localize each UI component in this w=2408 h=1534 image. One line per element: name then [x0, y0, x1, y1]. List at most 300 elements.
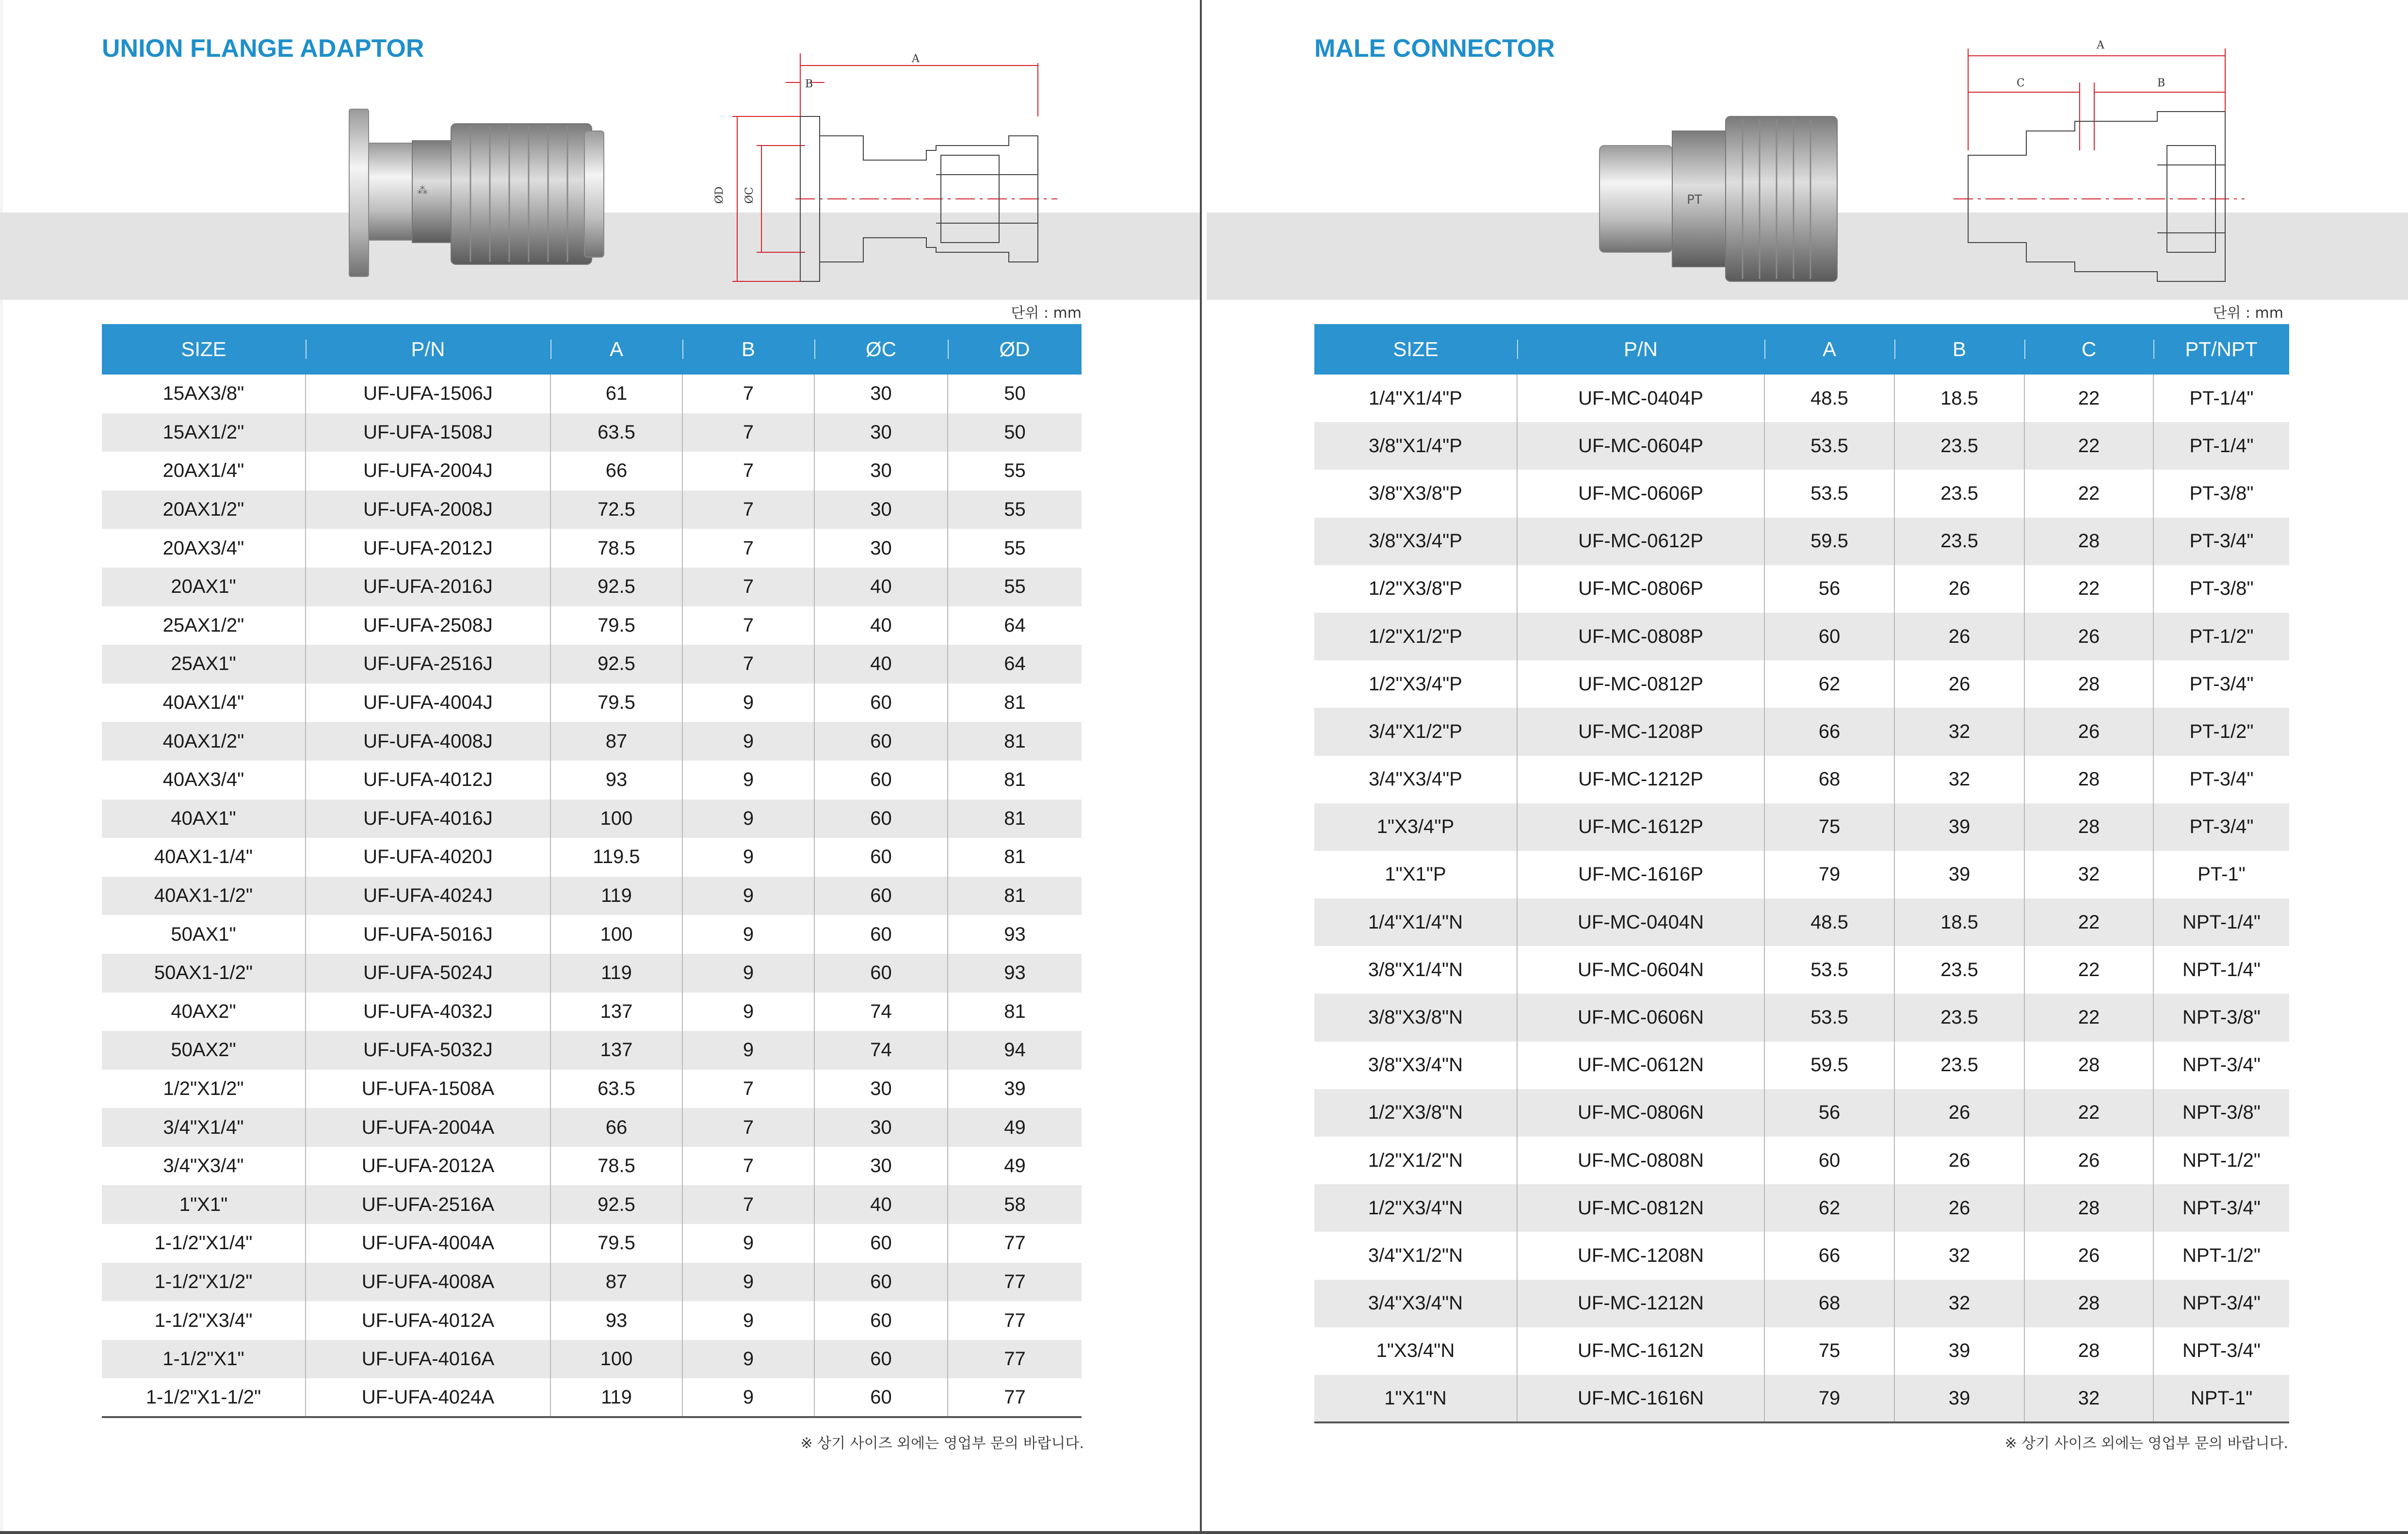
table-row — [102, 684, 1082, 722]
table-cell: 60 — [814, 722, 948, 761]
table-cell: UF-MC-1616P — [1517, 851, 1764, 898]
page-divider — [1200, 0, 1207, 1534]
table-cell: 74 — [814, 1031, 948, 1070]
table-cell: 55 — [948, 490, 1082, 529]
table-cell: 40AX1-1/2" — [102, 877, 306, 915]
table-cell: 78.5 — [550, 1147, 682, 1186]
table-cell: 9 — [682, 1340, 814, 1379]
table-cell: 119.5 — [550, 838, 682, 877]
table-cell: UF-MC-0812P — [1517, 660, 1764, 708]
table-cell: 60 — [814, 1340, 948, 1379]
table-cell: 50AX2" — [102, 1031, 306, 1070]
table-cell: 3/8"X3/4"P — [1314, 518, 1517, 565]
table-cell: 30 — [814, 375, 948, 413]
table-cell: 7 — [682, 1147, 814, 1186]
table-cell: 3/4"X1/2"P — [1314, 708, 1517, 755]
table-cell: 28 — [2024, 660, 2153, 708]
table-cell: 72.5 — [550, 490, 682, 529]
table-cell: 62 — [1764, 660, 1894, 708]
table-cell: 92.5 — [550, 1185, 682, 1224]
table-cell: 26 — [1894, 565, 2024, 613]
table-cell: 9 — [682, 915, 814, 954]
table-cell: 7 — [682, 568, 814, 606]
table-row — [1314, 1280, 2289, 1327]
table-cell: UF-MC-0812N — [1517, 1184, 1764, 1232]
table-cell: NPT-1" — [2153, 1375, 2289, 1422]
table-cell: 40 — [814, 606, 948, 645]
table-cell: 1/2"X3/8"P — [1369, 578, 1462, 600]
table-cell: 79 — [1764, 851, 1894, 898]
table-cell: 81 — [948, 761, 1082, 800]
table-cell: UF-UFA-4024A — [306, 1378, 550, 1417]
table-row — [1314, 708, 2289, 755]
table-row — [102, 1108, 1082, 1147]
table-row — [1314, 1327, 2289, 1375]
table-row — [102, 800, 1082, 838]
table-cell: UF-MC-1616N — [1517, 1375, 1764, 1422]
table-cell: 60 — [1764, 1137, 1894, 1184]
table-cell: 81 — [948, 722, 1082, 761]
table-cell: 3/8"X1/4"P — [1314, 422, 1517, 470]
table-cell: 39 — [948, 1070, 1082, 1109]
table-cell: 9 — [682, 1263, 814, 1302]
table-cell: 7 — [682, 1108, 814, 1147]
table-cell: 22 — [2024, 422, 2153, 470]
table-cell: UF-MC-0806N — [1517, 1089, 1764, 1137]
male-connector-section — [1207, 0, 2408, 1534]
table-cell: UF-UFA-4004J — [306, 684, 550, 722]
table-cell: 77 — [948, 1340, 1082, 1379]
table-cell: UF-MC-1612N — [1517, 1327, 1764, 1375]
table-cell: NPT-3/8" — [2153, 1089, 2289, 1137]
table-cell: 56 — [1764, 565, 1894, 613]
table-cell: 26 — [2024, 1232, 2153, 1279]
dim-label-od: ØD — [713, 186, 726, 204]
table-cell: PT-3/4" — [2153, 518, 2289, 565]
table-cell: 7 — [682, 645, 814, 684]
table-cell: 77 — [948, 1263, 1082, 1302]
table-cell: 64 — [948, 645, 1082, 684]
table-cell: UF-UFA-4004A — [306, 1224, 550, 1263]
table-cell: 1-1/2"X1" — [102, 1340, 306, 1379]
table-cell: UF-MC-0606P — [1517, 470, 1764, 517]
table-cell: NPT-1/2" — [2153, 1232, 2289, 1279]
table-cell: 23.5 — [1894, 470, 2024, 517]
table-cell: 3/8"X3/8"P — [1369, 482, 1462, 504]
table-cell: 3/4"X3/4"P — [1369, 768, 1462, 790]
table-cell: 26 — [1894, 660, 2024, 708]
table-cell: UF-UFA-5016J — [306, 915, 550, 954]
table-cell: 1/4"X1/4"P — [1369, 387, 1462, 409]
table-cell: 28 — [2024, 756, 2153, 803]
table-cell: 26 — [1894, 1184, 2024, 1232]
column-header: ØC — [814, 324, 948, 375]
table-cell: NPT-3/4" — [2153, 1327, 2289, 1375]
table-cell: 40 — [814, 645, 948, 684]
column-header: B — [682, 324, 814, 375]
table-cell: UF-MC-0612N — [1517, 1042, 1764, 1089]
table-cell: 1-1/2"X1/2" — [102, 1263, 306, 1302]
table-cell: 50 — [948, 413, 1082, 452]
table-row — [1314, 1137, 2289, 1184]
column-header: SIZE — [1314, 324, 1517, 375]
table-cell: 26 — [2024, 613, 2153, 660]
table-cell: 28 — [2024, 803, 2153, 851]
table-cell: 66 — [550, 452, 682, 490]
table-cell: 40AX1/4" — [162, 692, 244, 714]
table-cell: UF-MC-1612P — [1517, 803, 1764, 851]
table-row — [1314, 1232, 2289, 1279]
table-row — [1314, 1089, 2289, 1137]
table-cell: 40AX1-1/4" — [154, 846, 253, 868]
table-cell: 66 — [550, 1108, 682, 1147]
dim-label-c: C — [2017, 77, 2025, 89]
table-cell: UF-UFA-5024J — [306, 954, 550, 993]
table-cell: 81 — [948, 800, 1082, 838]
male-connector-photo — [1595, 112, 1847, 286]
table-cell: NPT-1/2" — [2153, 1137, 2289, 1184]
column-header: C — [2024, 324, 2153, 375]
table-row — [102, 1070, 1082, 1109]
table-cell: 40 — [814, 568, 948, 606]
table-cell: 30 — [814, 529, 948, 568]
table-cell: 7 — [682, 1070, 814, 1109]
table-row — [102, 954, 1082, 993]
table-cell: 93 — [948, 954, 1082, 993]
table-cell: 32 — [2024, 851, 2153, 898]
table-cell: 1"X1"P — [1385, 864, 1446, 885]
table-cell: UF-UFA-4016J — [306, 800, 550, 838]
column-header: P/N — [1517, 324, 1764, 375]
column-header: B — [1894, 324, 2024, 375]
column-header: SIZE — [102, 324, 306, 375]
table-row — [1314, 851, 2289, 898]
table-cell: 77 — [948, 1224, 1082, 1263]
table-cell: 78.5 — [550, 529, 682, 568]
table-cell: 18.5 — [1894, 375, 2024, 422]
table-cell: 20AX1/4" — [162, 460, 244, 482]
dim-label-oc: ØC — [743, 187, 756, 204]
table-cell: UF-UFA-2508J — [306, 606, 550, 645]
table-row — [102, 606, 1082, 645]
dim-label-a: A — [912, 53, 920, 65]
table-row — [102, 375, 1082, 413]
table-cell: 60 — [814, 1301, 948, 1340]
table-cell: 60 — [814, 1378, 948, 1417]
table-cell: 60 — [814, 915, 948, 954]
table-cell: UF-MC-0404P — [1517, 375, 1764, 422]
column-header: P/N — [306, 324, 550, 375]
table-row — [102, 993, 1082, 1031]
table-row — [1314, 994, 2289, 1041]
table-cell: 7 — [682, 490, 814, 529]
table-row — [102, 1263, 1082, 1302]
table-cell: 87 — [550, 1263, 682, 1302]
table-cell: 3/4"X1/4" — [102, 1108, 306, 1147]
table-cell: 87 — [550, 722, 682, 761]
table-cell: 9 — [682, 1301, 814, 1340]
table-cell: 25AX1/2" — [162, 614, 244, 636]
table-cell: UF-MC-0604N — [1517, 946, 1764, 994]
table-cell: 32 — [1894, 756, 2024, 803]
table-row — [102, 413, 1082, 452]
table-cell: 23.5 — [1894, 422, 2024, 470]
table-cell: 39 — [1894, 1375, 2024, 1422]
table-row — [1314, 660, 2289, 708]
table-cell: 49 — [948, 1108, 1082, 1147]
table-row — [102, 568, 1082, 606]
table-cell: UF-UFA-2008J — [306, 490, 550, 529]
table-cell: 81 — [948, 684, 1082, 722]
table-row — [1314, 1184, 2289, 1232]
dim-label-b: B — [805, 78, 813, 90]
table-cell: 100 — [550, 1340, 682, 1379]
table-cell: UF-MC-0606N — [1517, 994, 1764, 1041]
table-cell: 26 — [2024, 708, 2153, 755]
table-cell: 59.5 — [1764, 1042, 1894, 1089]
table-cell: 40AX1/2" — [102, 722, 306, 761]
table-cell: 9 — [682, 800, 814, 838]
table-cell: UF-MC-1208P — [1517, 708, 1764, 755]
table-cell: 40AX3/4" — [162, 769, 244, 791]
table-cell: 26 — [1894, 613, 2024, 660]
table-row — [102, 1340, 1082, 1379]
table-cell: 20AX1" — [102, 568, 306, 606]
dim-label-b: B — [2157, 77, 2166, 89]
table-cell: NPT-3/4" — [2153, 1280, 2289, 1327]
table-cell: UF-UFA-2516J — [306, 645, 550, 684]
table-cell: NPT-3/4" — [2153, 1042, 2289, 1089]
table-cell: 93 — [550, 1301, 682, 1340]
table-row — [1314, 375, 2289, 422]
table-row — [102, 838, 1082, 877]
table-cell: 26 — [1894, 1089, 2024, 1137]
table-cell: 7 — [682, 413, 814, 452]
table-cell: 7 — [682, 1185, 814, 1224]
table-row — [102, 1185, 1082, 1224]
table-cell: 61 — [550, 375, 682, 413]
inquiry-note: ※ 상기 사이즈 외에는 영업부 문의 바랍니다. — [2004, 1435, 2288, 1452]
table-cell: 1/2"X1/2"N — [1368, 1149, 1463, 1171]
table-cell: 26 — [2024, 1137, 2153, 1184]
table-cell: UF-MC-0604P — [1517, 422, 1764, 470]
table-cell: UF-UFA-2012A — [306, 1147, 550, 1186]
male-connector-table — [1314, 324, 2289, 1423]
table-cell: 60 — [814, 1263, 948, 1302]
table-row — [102, 452, 1082, 490]
union-flange-adaptor-photo — [339, 97, 611, 286]
table-cell: 55 — [948, 452, 1082, 490]
table-cell: 66 — [1764, 708, 1894, 755]
table-cell: UF-UFA-2516A — [306, 1185, 550, 1224]
table-cell: PT-3/4" — [2153, 660, 2289, 708]
table-cell: 9 — [682, 1224, 814, 1263]
table-cell: 22 — [2024, 375, 2153, 422]
table-cell: 53.5 — [1764, 422, 1894, 470]
table-cell: PT-1/4" — [2153, 375, 2289, 422]
table-cell: 1-1/2"X1/4" — [154, 1232, 253, 1254]
table-cell: UF-UFA-1508J — [306, 413, 550, 452]
table-cell: 39 — [1894, 1327, 2024, 1375]
table-cell: 39 — [1894, 803, 2024, 851]
table-cell: 26 — [1894, 1137, 2024, 1184]
table-cell: 20AX3/4" — [162, 537, 244, 559]
table-row — [102, 1378, 1082, 1417]
table-cell: 60 — [814, 954, 948, 993]
svg-text:PT: PT — [1687, 193, 1702, 207]
table-cell: 66 — [1764, 1232, 1894, 1279]
table-cell: 59.5 — [1764, 518, 1894, 565]
table-cell: 79.5 — [550, 684, 682, 722]
table-cell: UF-MC-0612P — [1517, 518, 1764, 565]
table-cell: 9 — [682, 954, 814, 993]
svg-text:⁂: ⁂ — [417, 185, 428, 197]
table-row — [1314, 565, 2289, 613]
table-cell: NPT-1/4" — [2153, 946, 2289, 994]
table-cell: 22 — [2024, 1089, 2153, 1137]
table-row — [1314, 613, 2289, 660]
table-row — [1314, 470, 2289, 517]
table-cell: 50AX1-1/2" — [102, 954, 306, 993]
table-cell: 28 — [2024, 1042, 2153, 1089]
table-row — [1314, 898, 2289, 946]
table-cell: 119 — [550, 877, 682, 915]
table-cell: 9 — [682, 684, 814, 722]
table-cell: 68 — [1764, 756, 1894, 803]
table-cell: UF-UFA-2016J — [306, 568, 550, 606]
table-cell: 81 — [948, 838, 1082, 877]
table-cell: 77 — [948, 1301, 1082, 1340]
table-row — [102, 645, 1082, 684]
table-cell: 30 — [814, 452, 948, 490]
table-cell: 22 — [2024, 898, 2153, 946]
table-cell: 9 — [682, 1031, 814, 1070]
table-cell: 119 — [550, 1378, 682, 1417]
table-cell: UF-UFA-4032J — [306, 993, 550, 1031]
table-cell: UF-UFA-4016A — [306, 1340, 550, 1379]
table-cell: 40AX1" — [102, 800, 306, 838]
table-cell: 53.5 — [1764, 994, 1894, 1041]
table-cell: UF-UFA-4020J — [306, 838, 550, 877]
table-cell: 7 — [682, 606, 814, 645]
table-cell: 75 — [1764, 1327, 1894, 1375]
dim-label-a: A — [2097, 39, 2104, 51]
table-cell: 81 — [948, 877, 1082, 915]
table-cell: 22 — [2024, 470, 2153, 517]
table-cell: 55 — [948, 568, 1082, 606]
table-cell: 32 — [1894, 1232, 2024, 1279]
table-cell: 23.5 — [1894, 946, 2024, 994]
table-row — [1314, 422, 2289, 470]
table-cell: UF-UFA-1508A — [306, 1070, 550, 1109]
table-cell: 32 — [2024, 1375, 2153, 1422]
table-cell: 119 — [550, 954, 682, 993]
table-row — [1314, 803, 2289, 851]
table-cell: PT-3/4" — [2153, 756, 2289, 803]
table-cell: 79.5 — [550, 606, 682, 645]
table-cell: UF-UFA-4012A — [306, 1301, 550, 1340]
table-cell: 15AX3/8" — [162, 383, 244, 405]
table-cell: 60 — [814, 800, 948, 838]
table-row — [102, 490, 1082, 529]
table-row — [102, 915, 1082, 954]
table-cell: UF-MC-0808N — [1517, 1137, 1764, 1184]
table-cell: 63.5 — [550, 1070, 682, 1109]
table-row — [102, 1147, 1082, 1186]
table-cell: PT-1" — [2153, 851, 2289, 898]
table-cell: 40AX2" — [171, 1000, 236, 1022]
table-row — [1314, 518, 2289, 565]
table-cell: 56 — [1764, 1089, 1894, 1137]
table-cell: NPT-3/4" — [2153, 1184, 2289, 1232]
union-flange-adaptor-drawing — [708, 49, 1077, 291]
table-cell: 7 — [682, 375, 814, 413]
table-cell: 7 — [682, 529, 814, 568]
table-row — [102, 877, 1082, 915]
table-cell: 30 — [814, 1108, 948, 1147]
table-cell: 30 — [814, 490, 948, 529]
table-row — [1314, 1042, 2289, 1089]
table-cell: 3/4"X3/4"N — [1314, 1280, 1517, 1327]
table-cell: UF-UFA-4024J — [306, 877, 550, 915]
table-cell: 9 — [682, 722, 814, 761]
table-cell: 137 — [550, 1031, 682, 1070]
table-cell: 60 — [814, 877, 948, 915]
table-cell: UF-UFA-2004J — [306, 452, 550, 490]
table-cell: UF-UFA-2004A — [306, 1108, 550, 1147]
table-cell: 100 — [550, 915, 682, 954]
table-cell: 1/2"X3/4"P — [1369, 673, 1462, 695]
table-cell: 68 — [1764, 1280, 1894, 1327]
table-cell: 53.5 — [1764, 946, 1894, 994]
table-cell: 53.5 — [1764, 470, 1894, 517]
table-cell: 3/4"X1/2"N — [1368, 1244, 1463, 1266]
table-cell: 9 — [682, 877, 814, 915]
table-cell: 39 — [1894, 851, 2024, 898]
column-header: ØD — [948, 324, 1082, 375]
table-cell: UF-UFA-2012J — [306, 529, 550, 568]
table-cell: 1-1/2"X1-1/2" — [102, 1378, 306, 1417]
table-cell: 20AX1/2" — [102, 490, 306, 529]
table-cell: 60 — [814, 838, 948, 877]
table-cell: 3/8"X3/4"N — [1368, 1054, 1463, 1076]
table-cell: 137 — [550, 993, 682, 1031]
table-cell: 49 — [948, 1147, 1082, 1186]
table-cell: UF-MC-0808P — [1517, 613, 1764, 660]
table-cell: 93 — [550, 761, 682, 800]
table-cell: 100 — [550, 800, 682, 838]
table-cell: 23.5 — [1894, 518, 2024, 565]
union-flange-adaptor-section — [0, 0, 1200, 1534]
table-cell: 48.5 — [1764, 375, 1894, 422]
table-cell: 94 — [948, 1031, 1082, 1070]
table-cell: 58 — [948, 1185, 1082, 1224]
table-cell: 40 — [814, 1185, 948, 1224]
table-cell: PT-3/4" — [2153, 803, 2289, 851]
table-row — [1314, 756, 2289, 803]
table-cell: 1/2"X3/4"N — [1314, 1184, 1517, 1232]
table-cell: 1"X1"N — [1314, 1375, 1517, 1422]
table-row — [102, 761, 1082, 800]
table-cell: PT-1/4" — [2153, 422, 2289, 470]
table-cell: UF-UFA-4012J — [306, 761, 550, 800]
table-cell: 32 — [1894, 1280, 2024, 1327]
table-row — [102, 722, 1082, 761]
table-row — [102, 1301, 1082, 1340]
table-cell: 23.5 — [1894, 994, 2024, 1041]
table-cell: 28 — [2024, 1280, 2153, 1327]
table-cell: 30 — [814, 1147, 948, 1186]
